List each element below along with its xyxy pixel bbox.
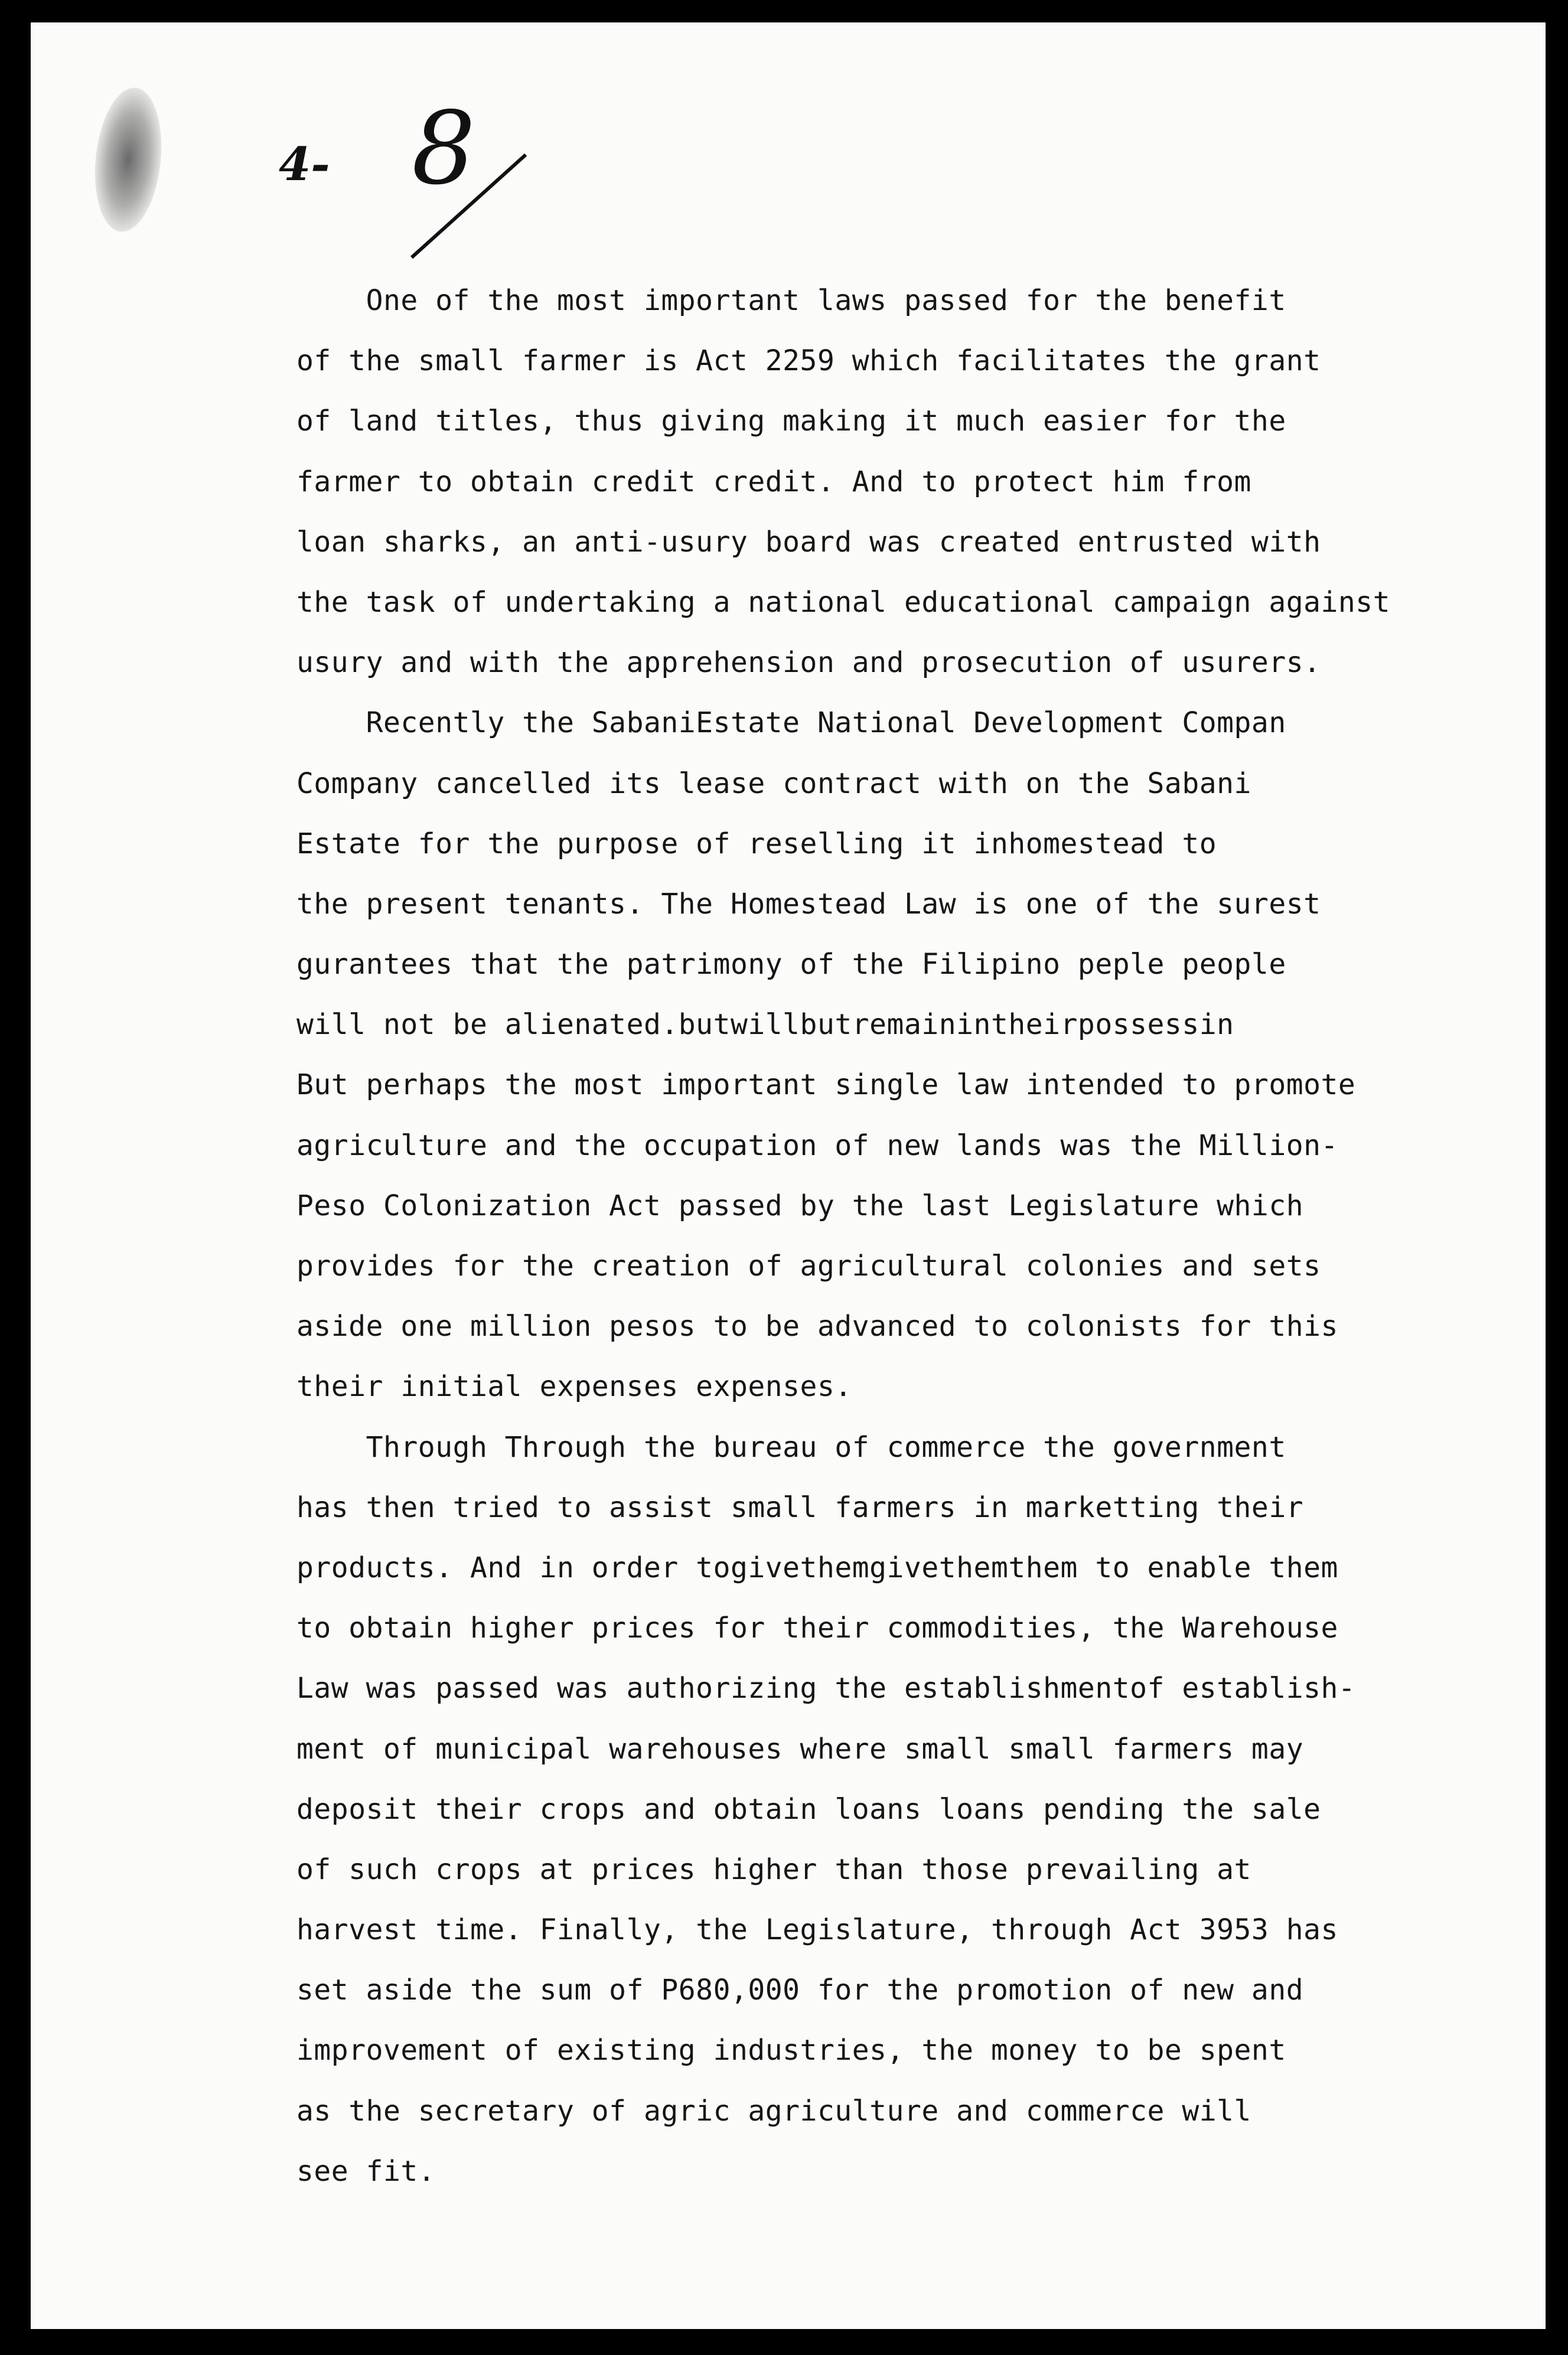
smudge-mark <box>88 84 168 235</box>
text-line: deposit their crops and obtain loans loans pending the sale <box>296 1792 1321 1826</box>
text-line: usury and with the apprehension and prosecution of usurers. <box>296 646 1321 680</box>
text-line: the present tenants. The Homestead Law is one of the surest <box>296 887 1321 921</box>
text-line: of land titles, thus giving making it much easier for the <box>296 405 1286 438</box>
text-line: will not be alienated.butwillbutremainintheirpossessin <box>296 1008 1234 1042</box>
text-line: Peso Colonization Act passed by the last Legislature which <box>296 1189 1304 1222</box>
text-line: of such crops at prices higher than those prevailing at <box>296 1852 1251 1886</box>
text-line: has then tried to assist small farmers in marketting their <box>296 1490 1304 1524</box>
text-line: One of the most important laws passed for the benefit <box>296 284 1286 317</box>
typed-body <box>296 270 1466 2201</box>
text-line: the task of undertaking a national educational campaign against <box>296 585 1391 619</box>
text-line: of the small farmer is Act 2259 which facilitates the grant <box>296 344 1321 378</box>
page-mark-prefix: 4- <box>279 138 330 191</box>
text-line: loan sharks, an anti-usury board was created entrusted with <box>296 525 1321 559</box>
text-line: their initial expenses expenses. <box>296 1370 852 1404</box>
text-line: agriculture and the occupation of new lands was the Million- <box>296 1128 1338 1162</box>
text-line: farmer to obtain credit credit. And to protect him from <box>296 465 1251 498</box>
text-line: Estate for the purpose of reselling it inhomestead to <box>296 827 1217 860</box>
text-line: gurantees that the patrimony of the Filipino peple people <box>296 948 1286 981</box>
text-line: see fit. <box>296 2154 436 2188</box>
text-line: set aside the sum of P680,000 for the promotion of new and <box>296 1974 1304 2007</box>
document-page <box>31 22 1546 2329</box>
text-line: as the secretary of agric agriculture and commerce will <box>296 2094 1251 2128</box>
text-line: aside one million pesos to be advanced to colonists for this <box>296 1310 1338 1343</box>
text-line: improvement of existing industries, the money to be spent <box>296 2034 1286 2067</box>
text-line: harvest time. Finally, the Legislature, through Act 3953 has <box>296 1913 1338 1947</box>
page-number: 8 <box>412 90 476 207</box>
text-line: ment of municipal warehouses where small small farmers may <box>296 1732 1304 1766</box>
text-line: provides for the creation of agricultural colonies and sets <box>296 1250 1321 1283</box>
text-line: Through Through the bureau of commerce the government <box>296 1430 1286 1464</box>
text-line: Company cancelled its lease contract with on the Sabani <box>296 766 1251 800</box>
text-line: products. And in order togivethemgivethemthem to enable them <box>296 1551 1338 1584</box>
text-line: But perhaps the most important single law intended to promote <box>296 1068 1356 1102</box>
text-line: Law was passed was authorizing the establishmentof establish- <box>296 1672 1356 1705</box>
text-line: to obtain higher prices for their commodities, the Warehouse <box>296 1612 1338 1645</box>
text-line: Recently the SabaniEstate National Development Compan <box>296 706 1286 740</box>
